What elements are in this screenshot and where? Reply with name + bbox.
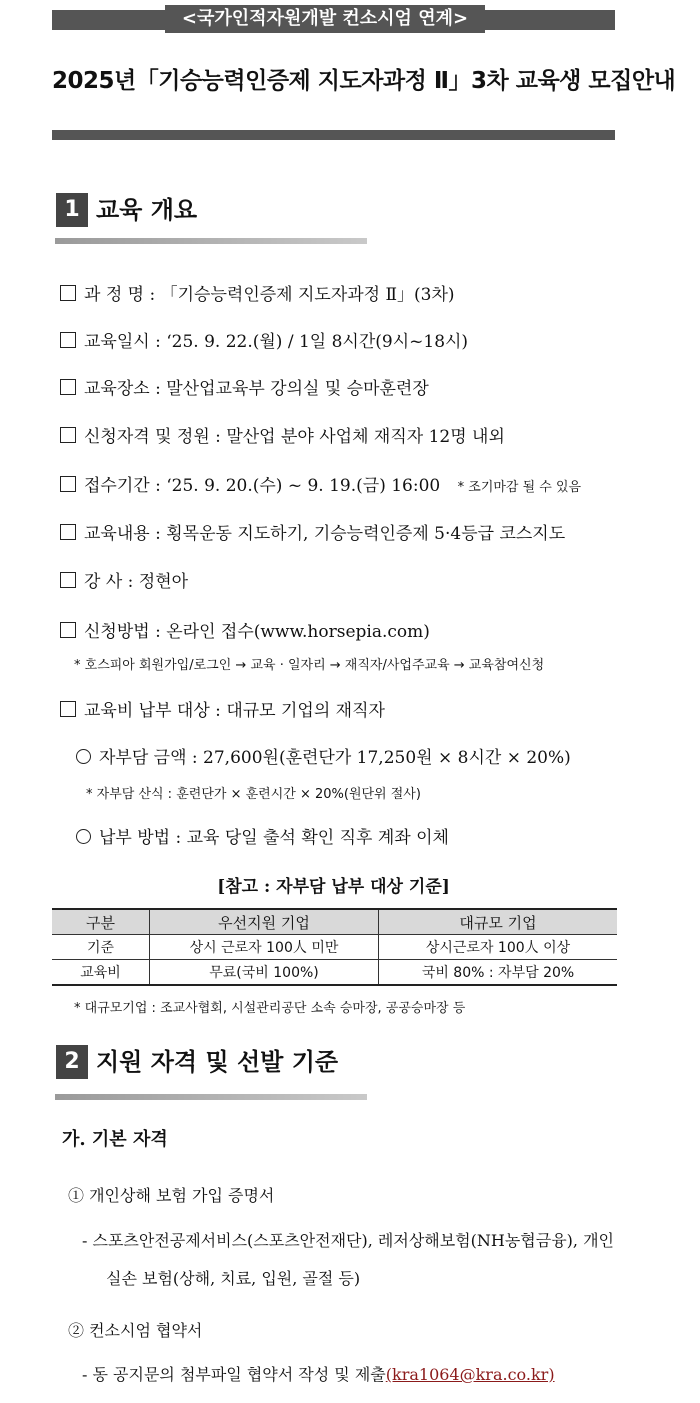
section-2-rule [55,1094,367,1100]
circle-bullet-icon [76,749,91,764]
section-1-title: 교육 개요 [96,196,198,224]
table-cell: 상시근로자 100人 이상 [379,935,618,960]
overview-item-eligibility: 신청자격 및 정원 : 말산업 분야 사업체 재직자 12명 내외 [60,425,505,449]
table-cell: 상시 근로자 100人 미만 [150,935,379,960]
checkbox-icon [60,572,76,588]
overview-item-period: 접수기간 : ‘25. 9. 20.(수) ~ 9. 19.(금) 16:00 * 조기마감 될 수 있음 [60,474,581,500]
banner-label: <국가인적자원개발 컨소시엄 연계> [165,5,485,33]
table-header: 우선지원 기업 [150,909,379,935]
checkbox-icon [60,379,76,395]
table-header: 대규모 기업 [379,909,618,935]
checkbox-icon [60,332,76,348]
checkbox-icon [60,285,76,301]
title-divider [52,130,615,140]
table-row [52,960,617,986]
table-header-row [52,909,617,935]
overview-item-date: 교육일시 : ‘25. 9. 22.(월) / 1일 8시간(9시~18시) [60,330,468,354]
basic-qualification-heading: 가. 기본 자격 [62,1129,168,1150]
section-2-number: 2 [56,1045,88,1079]
circle-bullet-icon [76,829,91,844]
table-cell: 교육비 [52,960,150,986]
qualification-item-1-detail-cont: 실손 보험(상해, 치료, 입원, 골절 등) [106,1269,361,1288]
overview-item-method: 신청방법 : 온라인 접수(www.horsepia.com) [60,620,430,644]
table-cell: 기준 [52,935,150,960]
qualification-item-2-detail: - 동 공지문의 첨부파일 협약서 작성 및 제출(kra1064@kra.co.kr) [82,1365,555,1384]
reference-title: [참고 : 자부담 납부 대상 기준] [217,877,450,897]
section-1-rule [55,238,367,244]
apply-path-note: * 호스피아 회원가입/로그인 → 교육 · 일자리 → 재직자/사업주교육 → 교육참여신청 [74,658,545,673]
checkbox-icon [60,622,76,638]
checkbox-icon [60,476,76,492]
overview-item-place: 교육장소 : 말산업교육부 강의실 및 승마훈련장 [60,377,429,401]
email-link[interactable]: (kra1064@kra.co.kr) [385,1365,555,1384]
page-title: 2025년「기승능력인증제 지도자과정 Ⅱ」3차 교육생 모집안내 [52,68,676,94]
fee-target: 교육비 납부 대상 : 대규모 기업의 재직자 [60,699,385,723]
table-header: 구분 [52,909,150,935]
qualification-item-1-detail: - 스포츠안전공제서비스(스포츠안전재단), 레저상해보험(NH농협금융), 개인 [82,1231,614,1250]
pay-method: 납부 방법 : 교육 당일 출석 확인 직후 계좌 이체 [76,826,449,850]
self-pay-formula-note: * 자부담 산식 : 훈련단가 × 훈련시간 × 20%(원단위 절사) [86,787,421,802]
section-1-number: 1 [56,193,88,227]
qualification-item-2: ② 컨소시엄 협약서 [68,1321,203,1340]
section-2-title: 지원 자격 및 선발 기준 [96,1048,339,1076]
overview-item-course: 과 정 명 : 「기승능력인증제 지도자과정 Ⅱ」(3차) [60,283,455,307]
checkbox-icon [60,524,76,540]
qualification-item-1: ① 개인상해 보험 가입 증명서 [68,1186,275,1205]
overview-item-content: 교육내용 : 횡목운동 지도하기, 기승능력인증제 5·4등급 코스지도 [60,522,565,546]
checkbox-icon [60,701,76,717]
reference-table [52,908,617,986]
table-row [52,935,617,960]
self-pay-amount: 자부담 금액 : 27,600원(훈련단가 17,250원 × 8시간 × 20%) [76,746,571,770]
table-cell: 국비 80% : 자부담 20% [379,960,618,986]
large-company-note: * 대규모기업 : 조교사협회, 시설관리공단 소속 승마장, 공공승마장 등 [74,1001,466,1016]
table-cell: 무료(국비 100%) [150,960,379,986]
overview-item-instructor: 강 사 : 정현아 [60,570,188,594]
checkbox-icon [60,427,76,443]
